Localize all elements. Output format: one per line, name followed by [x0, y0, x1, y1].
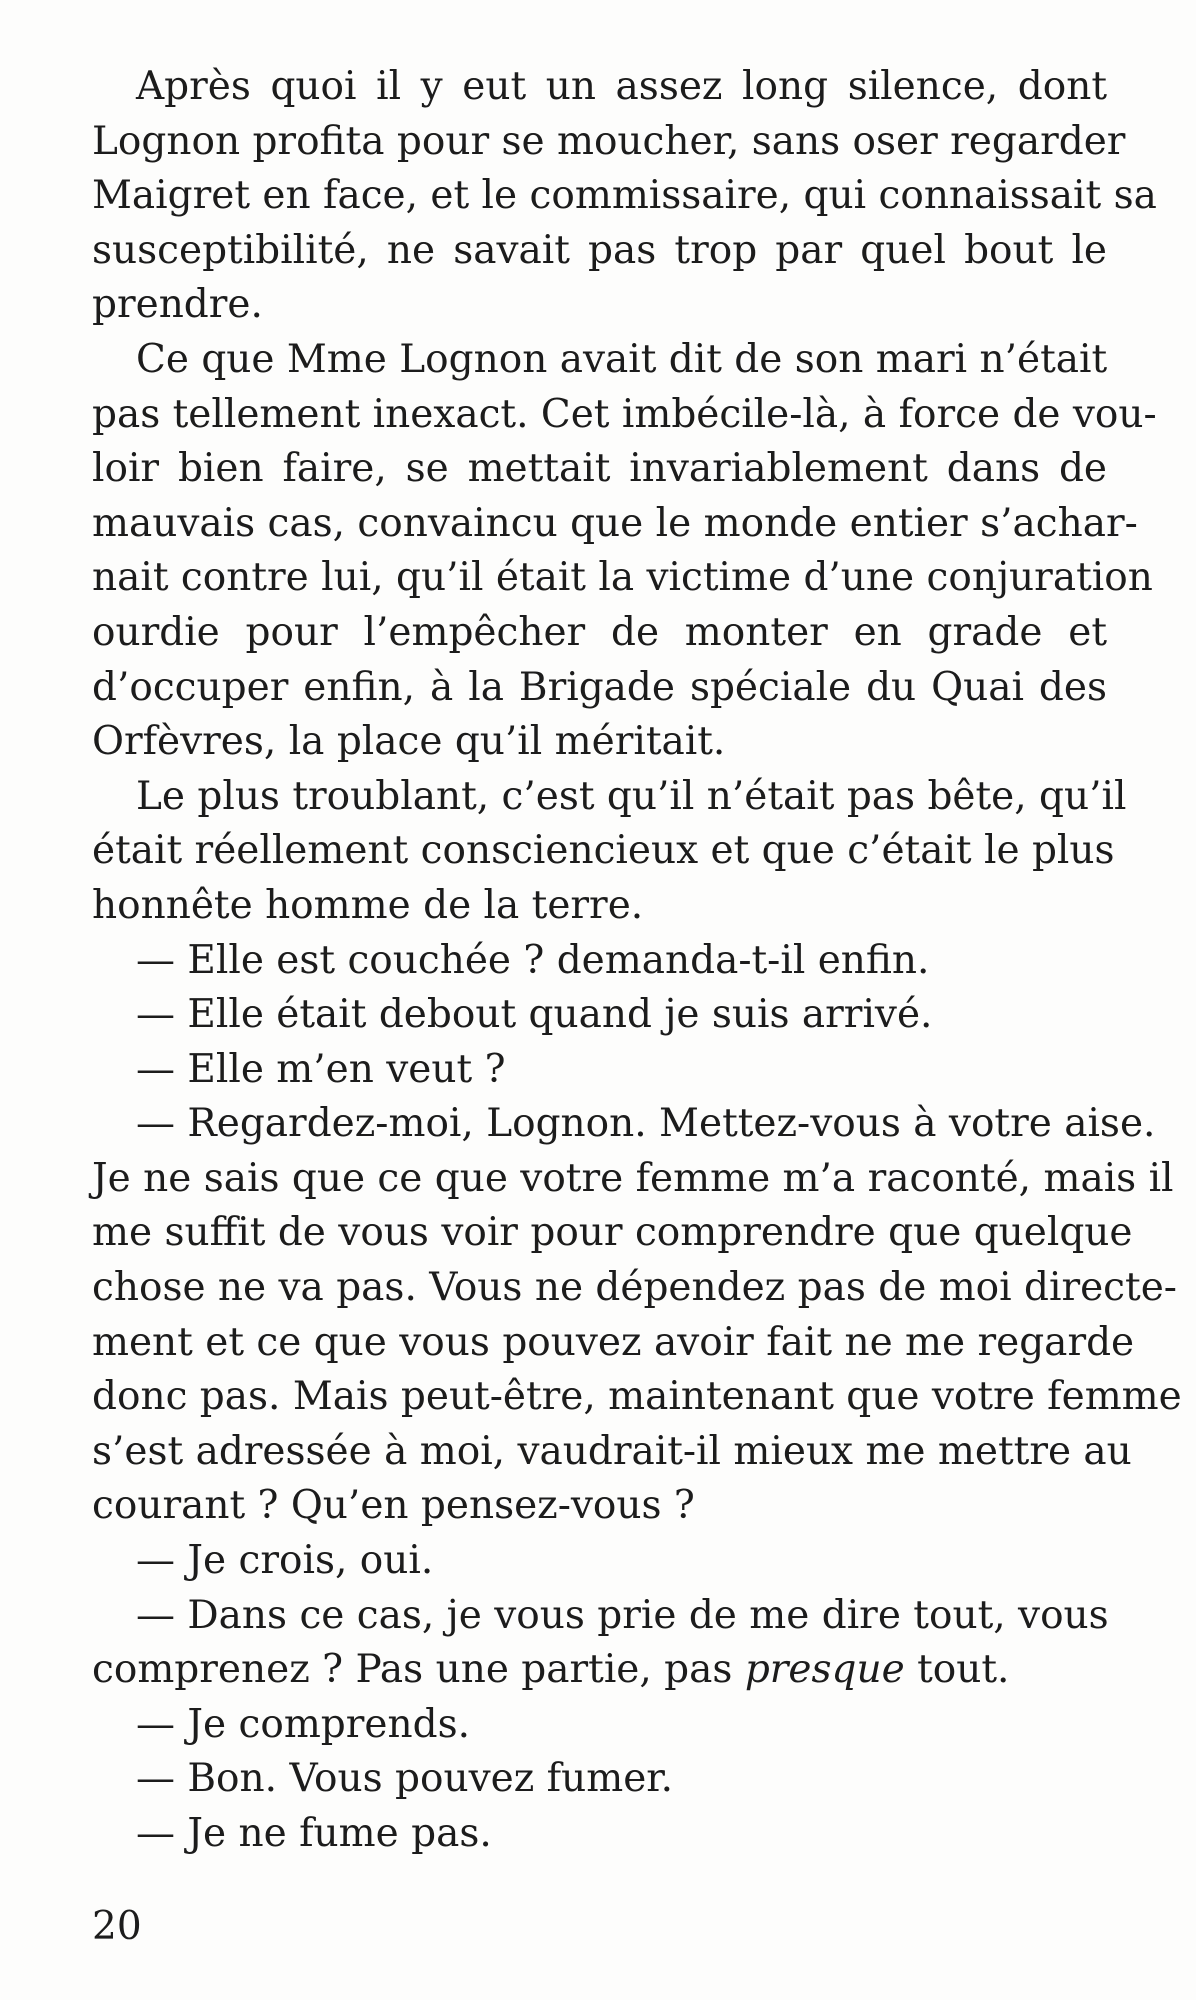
text-line: ment et ce que vous pouvez avoir fait ne me regarde — [92, 1319, 1135, 1365]
text-line: susceptibilité, ne savait pas trop par quel bout le — [92, 227, 1107, 273]
text-line: honnête homme de la terre. — [92, 882, 644, 928]
italic-line-before: comprenez ? Pas une partie, pas — [92, 1647, 745, 1693]
italic-line-after: tout. — [904, 1647, 1010, 1693]
text-line: Lognon profita pour se moucher, sans oser regarder — [92, 118, 1126, 164]
dialogue-line: — Bon. Vous pouvez fumer. — [136, 1756, 674, 1802]
body-text — [92, 60, 1182, 1862]
text-line: prendre. — [92, 282, 263, 328]
text-line: chose ne va pas. Vous ne dépendez pas de moi directe- — [92, 1265, 1177, 1311]
text-line: Ce que Mme Lognon avait dit de son mari n’était — [136, 336, 1108, 382]
dialogue-line: — Regardez-moi, Lognon. Mettez-vous à votre aise. — [136, 1101, 1156, 1147]
text-line: Le plus troublant, c’est qu’il n’était pas bête, qu’il — [136, 773, 1127, 819]
text-line: d’occuper enfin, à la Brigade spéciale du Quai des — [92, 664, 1107, 710]
text-line: Après quoi il y eut un assez long silence, dont — [136, 64, 1107, 109]
dialogue-line: — Dans ce cas, je vous prie de me dire tout, vous — [136, 1592, 1109, 1638]
text-line: me suffit de vous voir pour comprendre que quelque — [92, 1210, 1133, 1256]
dialogue-line: — Je ne fume pas. — [136, 1811, 492, 1856]
text-line-with-italic — [92, 1643, 1107, 1698]
text-line: Maigret en face, et le commissaire, qui connaissait sa — [92, 173, 1157, 219]
text-line: était réellement consciencieux et que c’était le plus — [92, 828, 1115, 874]
italic-emphasis: presque — [744, 1647, 905, 1693]
dialogue-line: — Elle m’en veut ? — [136, 1046, 506, 1092]
text-line: loir bien faire, se mettait invariablement dans de — [92, 446, 1107, 492]
text-line: ourdie pour l’empêcher de monter en grade et — [92, 609, 1107, 655]
dialogue-line: — Je comprends. — [136, 1701, 470, 1747]
dialogue-line: — Je crois, oui. — [136, 1538, 434, 1584]
text-line: donc pas. Mais peut-être, maintenant que votre femme — [92, 1374, 1182, 1420]
page-number: 20 — [92, 1904, 142, 1949]
text-line: Je ne sais que ce que votre femme m’a raconté, mais il — [92, 1155, 1174, 1201]
text-line: Orfèvres, la place qu’il méritait. — [92, 719, 726, 765]
text-line: courant ? Qu’en pensez-vous ? — [92, 1483, 695, 1529]
dialogue-line: — Elle était debout quand je suis arrivé. — [136, 992, 933, 1038]
dialogue-line: — Elle est couchée ? demanda-t-il enfin. — [136, 937, 930, 983]
text-line: mauvais cas, convaincu que le monde entier s’achar- — [92, 500, 1138, 546]
text-line: nait contre lui, qu’il était la victime d’une conjuration — [92, 555, 1153, 601]
text-line: s’est adressée à moi, vaudrait-il mieux me mettre au — [92, 1428, 1132, 1474]
text-line: pas tellement inexact. Cet imbécile-là, à force de vou- — [92, 391, 1157, 437]
